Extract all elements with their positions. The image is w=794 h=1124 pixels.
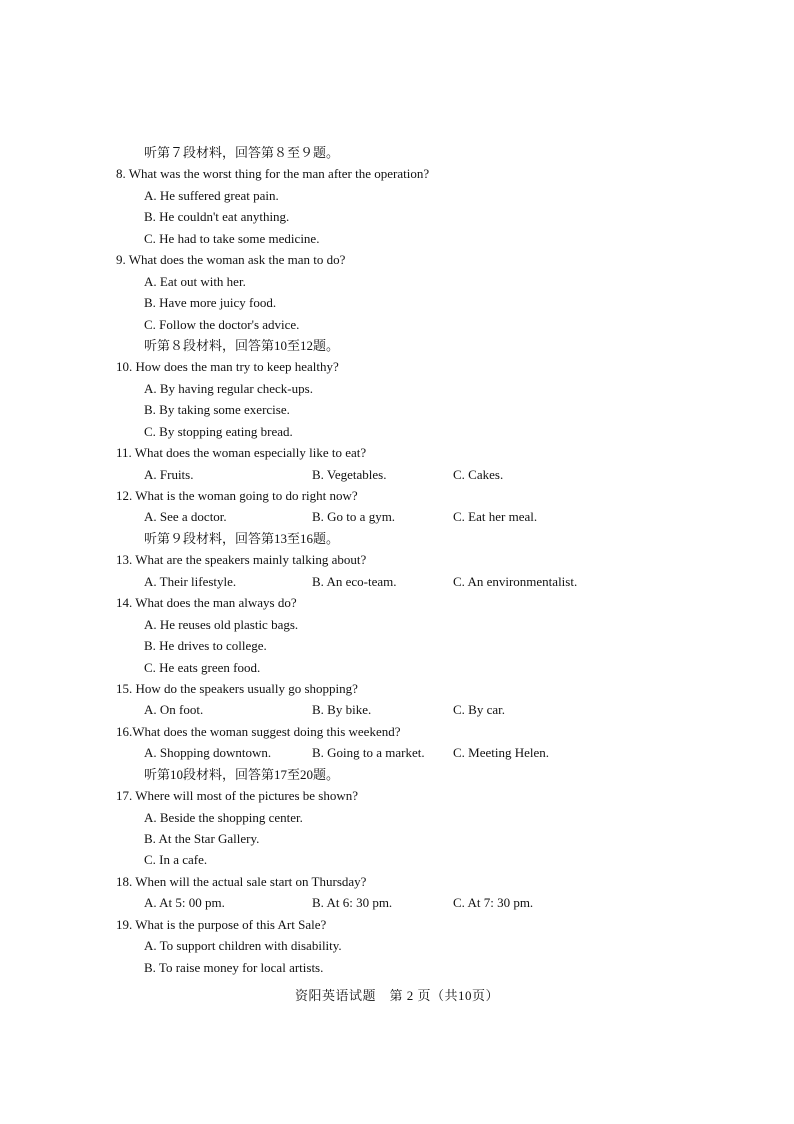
section-heading-9: 听第９段材料，回答第13至16题。 [144,530,340,546]
option-c: C. At 7: 30 pm. [453,895,534,911]
option-a: A. Beside the shopping center. [144,809,303,825]
option-c: C. By car. [453,702,505,718]
question-text: 16.What does the woman suggest doing this weekend? [116,723,401,739]
option-c: C. Eat her meal. [453,509,538,525]
options-row [116,892,716,913]
question-19 [116,914,716,978]
option-a: A. On foot. [144,702,204,718]
option-b: B. He drives to college. [144,638,267,654]
option-c: C. By stopping eating bread. [144,423,293,439]
option-a: A. Fruits. [144,466,194,482]
option-b: B. Go to a gym. [312,509,396,525]
option-b: B. He couldn't eat anything. [144,209,290,225]
question-text: 14. What does the man always do? [116,595,297,611]
question-13 [116,549,716,592]
option-a: A. Eat out with her. [144,273,246,289]
question-text: 15. How do the speakers usually go shopping? [116,680,358,696]
page-footer: 资阳英语试题 第 2 页（共10页） [294,988,499,1003]
question-8 [116,163,716,249]
listening-section [116,142,716,978]
option-a: A. To support children with disability. [144,938,342,954]
option-b: B. Going to a market. [312,745,425,761]
section-heading-7: 听第７段材料，回答第８至９题。 [144,145,340,160]
option-c: C. An environmentalist. [453,573,578,589]
section-heading-8: 听第８段材料，回答第10至12题。 [144,337,340,353]
option-c: C. He had to take some medicine. [144,230,320,246]
option-c: C. Cakes. [453,466,504,482]
question-text: 10. How does the man try to keep healthy? [116,359,339,375]
question-10 [116,356,716,442]
question-12 [116,485,716,528]
question-text: 13. What are the speakers mainly talking about? [116,552,367,568]
options-row [116,571,716,592]
question-16 [116,721,716,764]
question-11 [116,442,716,485]
option-b: B. Have more juicy food. [144,295,277,311]
question-text: 11. What does the woman especially like to eat? [116,445,367,461]
question-text: 9. What does the woman ask the man to do? [116,252,346,268]
question-18 [116,871,716,914]
question-text: 17. Where will most of the pictures be shown? [116,788,359,804]
options-row [116,506,716,527]
options-row [116,699,716,720]
option-a: A. Their lifestyle. [144,573,237,589]
option-c: C. Meeting Helen. [453,745,550,761]
option-a: A. By having regular check-ups. [144,380,313,396]
option-a: A. He reuses old plastic bags. [144,616,299,632]
question-17 [116,785,716,871]
option-a: A. Shopping downtown. [144,745,272,761]
option-a: A. He suffered great pain. [144,187,279,203]
option-c: C. He eats green food. [144,659,261,675]
question-9 [116,249,716,335]
question-text: 18. When will the actual sale start on Thursday? [116,873,367,889]
option-b: B. At 6: 30 pm. [312,895,393,911]
option-b: B. By bike. [312,702,372,718]
option-c: C. In a cafe. [144,852,208,868]
option-a: A. At 5: 00 pm. [144,895,225,911]
option-b: B. Vegetables. [312,466,387,482]
options-row [116,464,716,485]
option-b: B. By taking some exercise. [144,402,290,418]
option-b: B. To raise money for local artists. [144,959,324,975]
section-heading-10: 听第10段材料，回答第17至20题。 [144,766,340,782]
question-text: 19. What is the purpose of this Art Sale? [116,916,327,932]
option-a: A. See a doctor. [144,509,227,525]
question-14 [116,592,716,678]
question-15 [116,678,716,721]
option-b: B. At the Star Gallery. [144,831,260,846]
option-b: B. An eco-team. [312,573,397,589]
question-text: 8. What was the worst thing for the man after the operation? [116,166,430,182]
options-row [116,742,716,763]
question-text: 12. What is the woman going to do right now? [116,488,358,503]
option-c: C. Follow the doctor's advice. [144,316,300,332]
